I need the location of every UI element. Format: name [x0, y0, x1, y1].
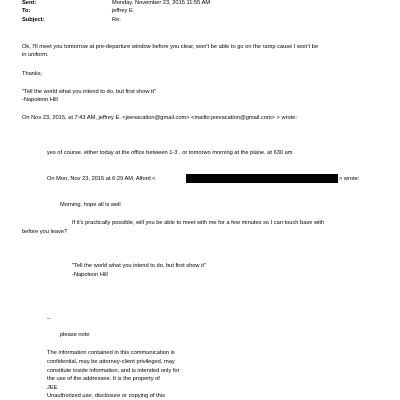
quoted2-line-2: before you leave?	[22, 229, 68, 235]
to-value: jeffrey E.	[112, 8, 135, 14]
quoted1-body: yes of course. either today at the office between 1-3 . or tomorwo morning at the plane. at 630 am	[47, 150, 293, 156]
quoted2-attribution-suffix: > wrote:	[339, 176, 360, 182]
notice-line-1: The information contained in this communication is	[47, 350, 175, 356]
notice-line-6: Unauthorized use, disclosure or copying of this	[47, 393, 165, 399]
please-note: please note	[60, 332, 90, 338]
signature-dashes: --	[47, 316, 51, 322]
reply-line-2: in uniform.	[22, 52, 49, 58]
quoted2-attribution-prefix: On Mon, Nov 23, 2015 at 6:29 AM, Alford <	[47, 176, 156, 182]
notice-line-5: JEE	[47, 385, 58, 391]
notice-line-4: the use of the addressee. It is the property of	[47, 376, 160, 382]
quoted2-author: -Napoleon Hill	[72, 272, 108, 278]
quoted2-greeting: Morning, hope all is well	[60, 202, 121, 208]
reply-thanks: Thanks,	[22, 71, 43, 77]
quoted1-attribution: On Nov 23, 2015, at 7:43 AM, jeffrey E. <jeevacation@gmail.com> <mailto:jeevacation@gmail.com> > wrote:	[22, 115, 297, 121]
to-label: To:	[22, 8, 31, 14]
subject-label: Subject:	[22, 17, 45, 23]
quoted2-quote: "Tell the world what you intend to do, but first show it"	[72, 263, 206, 269]
sent-label: Sent:	[22, 0, 37, 6]
sent-value: Monday, November 23, 2015 11:55 AM	[112, 0, 211, 6]
notice-line-3: constitute inside information, and is intended only for	[47, 368, 180, 374]
quoted2-line-1: If it's practically possible, will you be able to meet with me for a few minutes so I can touch base with	[72, 220, 325, 226]
reply-line-1: Ok, I'll meet you tomorrow at pre-departure window before you clear, won't be able to go on the ramp cause I won't be	[22, 44, 319, 50]
reply-author: -Napoleon Hill	[22, 97, 58, 103]
notice-line-2: confidential, may be attorney-client privileged, may	[47, 359, 175, 365]
subject-value: Re:	[112, 17, 121, 23]
reply-quote: "Tell the world what you intend to do, but first show it"	[22, 89, 156, 95]
redaction-bar	[186, 174, 338, 183]
